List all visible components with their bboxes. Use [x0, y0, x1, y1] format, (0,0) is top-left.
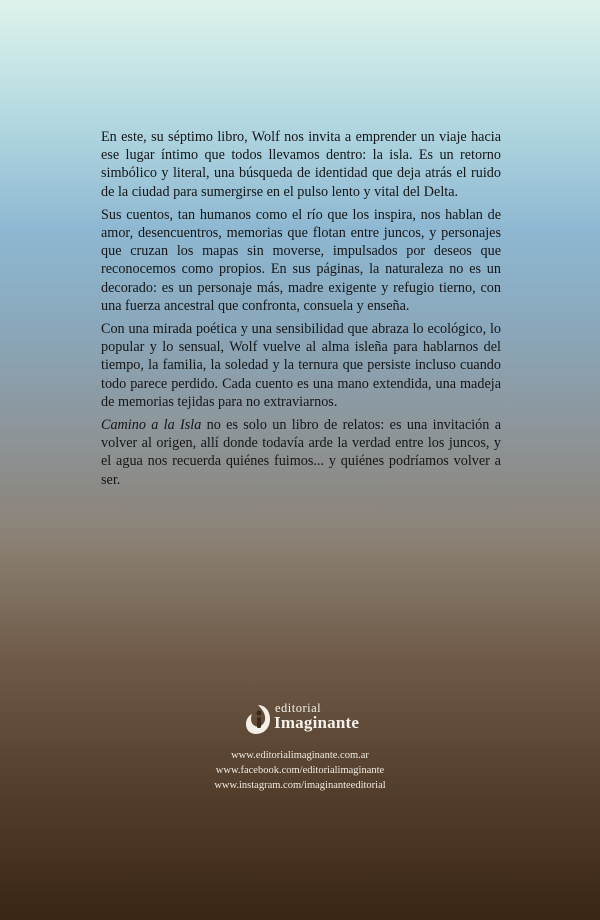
facebook-link[interactable]: www.facebook.com/editorialimaginante — [215, 765, 385, 776]
paragraph-2: Sus cuentos, tan humanos como el río que los inspira, nos hablan de amor, desencuentros, memorias que flotan entre juncos, y personajes que cruzan los mapas sin moverse, impulsados por deseos que reconocemos como propios. En sus páginas, la naturaleza no es un decorado: es un personaje más, madre exigente y refugio tierno, con una fuerza ancestral que confronta, consuela y enseña. — [101, 206, 501, 314]
publisher-name: Imaginante — [274, 713, 360, 732]
instagram-link[interactable]: www.instagram.com/imaginanteeditorial — [214, 780, 386, 791]
book-title: Camino a la Isla — [101, 417, 202, 434]
publisher-logo-icon — [244, 701, 272, 737]
website-link[interactable]: www.editorialimaginante.com.ar — [231, 750, 369, 761]
publisher-links — [150, 748, 450, 793]
paragraph-3: Con una mirada poética y una sensibilidad que abraza lo ecológico, lo popular y lo sensual, Wolf vuelve al alma isleña para hablarnos del tiempo, la familia, la soledad y la ternura que persiste incluso cuando todo parece perdido. Cada cuento es una mano extendida, una madeja de memorias tejidas para no extraviarnos. — [101, 321, 501, 410]
paragraph-4-text: no es solo un libro de relatos: es una invitación a volver al origen, allí donde todavía arde la verdad entre los juncos, y el agua nos recuerda quiénes fuimos... y quiénes podríamos volver a ser. — [101, 417, 501, 488]
publisher-logo — [244, 701, 384, 741]
paragraph-1: En este, su séptimo libro, Wolf nos invita a emprender un viaje hacia ese lugar íntimo que todos llevamos dentro: la isla. Es un retorno simbólico y literal, una búsqueda de identidad que deja atrás el ruido de la ciudad para sumergirse en el pulso lento y vital del Delta. — [101, 129, 501, 200]
back-cover-text — [101, 128, 501, 494]
publisher-label: editorial — [275, 701, 322, 715]
paragraph-4 — [101, 416, 501, 489]
